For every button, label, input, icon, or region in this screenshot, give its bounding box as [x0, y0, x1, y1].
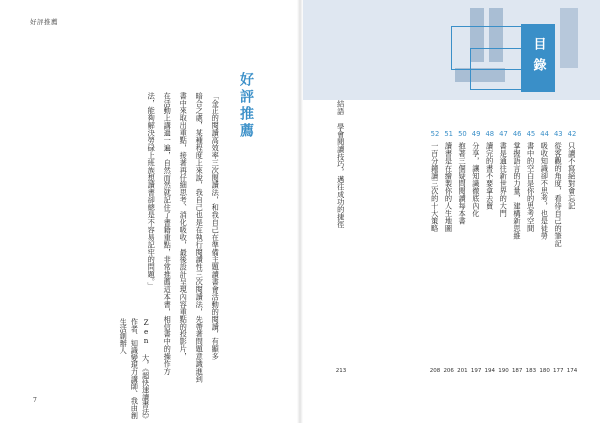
quote-column: 「金正的閱讀高效率三次閱讀法，和我自己在準備主題讀書會活動的閱讀，有顯多 [211, 92, 221, 361]
quote-attribution: Zen 大，《超快速讀書法》作者、知識變現力講師、我由創生活創辦人 [119, 318, 151, 423]
toc-page-number: 190 [498, 368, 509, 374]
toc-entry[interactable] [484, 130, 496, 210]
toc-chapter-title: 只讀不寫絕對會忘記 [567, 142, 577, 210]
toc-page-number: 183 [525, 368, 537, 374]
toc-closing-label: 結語 [336, 100, 346, 115]
decor-tile [560, 8, 578, 68]
toc-entry[interactable] [525, 130, 537, 232]
quote-column: 書中來取出重點，接著再仔細思考、消化吸收，最後設計呈現內容重點的投影片， [179, 92, 189, 361]
toc-chapter-title: 掌握語言的力量，建構新思維 [512, 142, 522, 240]
toc-chapter-number: 46 [512, 130, 522, 138]
toc-page-number: 174 [566, 368, 578, 374]
toc-page-number: 177 [553, 368, 564, 374]
toc-chapter-title: 抱著三個疑問閱讀每本書 [458, 142, 468, 225]
toc-page-number: 197 [470, 368, 482, 374]
toc-chapter-number: 44 [540, 130, 549, 138]
toc-page-number: 208 [429, 368, 441, 374]
toc-chapter-title: 從客觀的角度，看待自己的筆記 [554, 142, 564, 247]
toc-chapter-title: 學會閱讀技巧，邁往成功的捷徑 [336, 123, 346, 228]
running-head: 好評推薦 [30, 18, 58, 26]
toc-chapter-number: 48 [485, 130, 495, 138]
toc-entry[interactable] [539, 130, 551, 240]
toc-entry[interactable] [470, 130, 482, 217]
toc-chapter-title: 書是通往新世界的大門 [499, 142, 509, 217]
toc-chapter-title: 分享，讓知識徹底內化 [471, 142, 481, 217]
quote-column: 在活動上講過一遍，自然而然就記住了書籍重點，非常推薦這本書，相信書中的操作方 [163, 92, 173, 376]
toc-page-number: 213 [335, 368, 347, 374]
toc-chapter-number: 43 [553, 130, 563, 138]
toc-chapter-title: 吸收知識卻不思考，也是徒勞 [540, 142, 550, 240]
toc-chapter-title: 一百分鐘讀三次的十大策略 [430, 142, 440, 232]
toc-badge: 目錄 [521, 24, 555, 92]
toc-page-number: 194 [484, 368, 496, 374]
toc-closing-entry[interactable] [335, 100, 347, 228]
toc-entry[interactable] [552, 130, 564, 247]
toc-page-number: 180 [539, 368, 550, 374]
toc-chapter-number: 52 [430, 130, 440, 138]
toc-entry[interactable] [566, 130, 578, 210]
page-number: 7 [33, 397, 37, 404]
toc-chapter-title: 讀完的書不要拿去賣 [485, 142, 495, 210]
toc-entry[interactable] [443, 130, 455, 232]
toc-page-number: 206 [443, 368, 454, 374]
toc-page-number: 201 [457, 368, 468, 374]
toc-chapter-number: 42 [567, 130, 577, 138]
toc-entry[interactable] [498, 130, 510, 217]
quote-column: 暗合之處，某種程度上來說，我自己也是在執行閱讀性三次閱讀法，先帶著問題意識進到 [195, 92, 205, 383]
toc-chapter-title: 書中的空白是你的思考空間 [526, 142, 536, 232]
section-title: 好評推薦 [238, 72, 254, 140]
toc-entry[interactable] [456, 130, 468, 225]
toc-chapter-number: 51 [444, 130, 454, 138]
toc-chapter-number: 49 [471, 130, 481, 138]
quote-column: 法，能夠解決勞碌上班族想讀書卻總是不容易記牢的問題。」 [147, 92, 157, 290]
toc-page-number: 187 [511, 368, 523, 374]
decor-frame [470, 48, 528, 90]
toc-entry[interactable] [429, 130, 441, 232]
toc-chapter-title: 讀書是在繪製你的人生地圖 [444, 142, 454, 232]
toc-chapter-number: 47 [499, 130, 508, 138]
toc-chapter-number: 45 [526, 130, 536, 138]
toc-chapter-number: 50 [458, 130, 467, 138]
toc-entry[interactable] [511, 130, 523, 240]
